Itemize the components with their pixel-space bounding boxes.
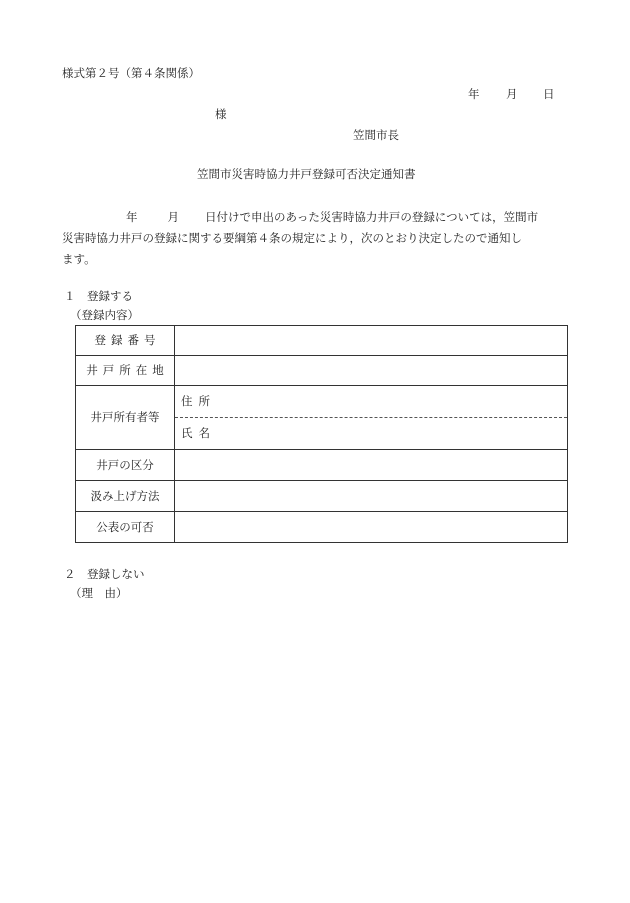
body-line2: 災害時協力井戸の登録に関する要綱第４条の規定により，次のとおり決定したので通知し — [62, 231, 522, 245]
registration-number-label: 登録番号 — [76, 326, 175, 356]
owner-address-label: 住所 — [175, 386, 567, 418]
publication-value — [175, 512, 568, 543]
registration-number-value — [175, 326, 568, 356]
body-month: 月 — [167, 210, 179, 224]
date-month: 月 — [506, 87, 518, 101]
document-title: 笠間市災害時協力井戸登録可否決定通知書 — [197, 167, 416, 181]
section2-heading: ２ 登録しない — [64, 567, 145, 581]
body-text — [62, 207, 568, 270]
owner-label: 井戸所有者等 — [76, 386, 175, 450]
table-row — [76, 512, 568, 543]
registration-table — [75, 325, 568, 543]
form-number: 様式第２号（第４条関係） — [62, 66, 200, 80]
pumping-method-value — [175, 481, 568, 512]
body-line1: 日付けで申出のあった災害時協力井戸の登録については，笠間市 — [205, 210, 539, 224]
section1-subheading: （登録内容） — [70, 308, 139, 322]
addressee-suffix: 様 — [215, 107, 227, 121]
well-category-value — [175, 450, 568, 481]
owner-value — [175, 386, 568, 450]
date-year: 年 — [468, 87, 480, 101]
table-row — [76, 481, 568, 512]
table-row — [76, 450, 568, 481]
pumping-method-label: 汲み上げ方法 — [76, 481, 175, 512]
well-location-value — [175, 356, 568, 386]
body-year: 年 — [126, 210, 138, 224]
table-row — [76, 386, 568, 450]
owner-name-label: 氏名 — [181, 426, 216, 441]
sender: 笠間市長 — [353, 128, 399, 142]
table-row — [76, 326, 568, 356]
publication-label: 公表の可否 — [76, 512, 175, 543]
body-line3: ます。 — [62, 252, 96, 266]
date-day: 日 — [543, 87, 555, 101]
well-location-label: 井戸所在地 — [76, 356, 175, 386]
table-row — [76, 356, 568, 386]
well-category-label: 井戸の区分 — [76, 450, 175, 481]
section1-heading: １ 登録する — [64, 289, 133, 303]
reason-label: （理 由） — [70, 586, 128, 600]
